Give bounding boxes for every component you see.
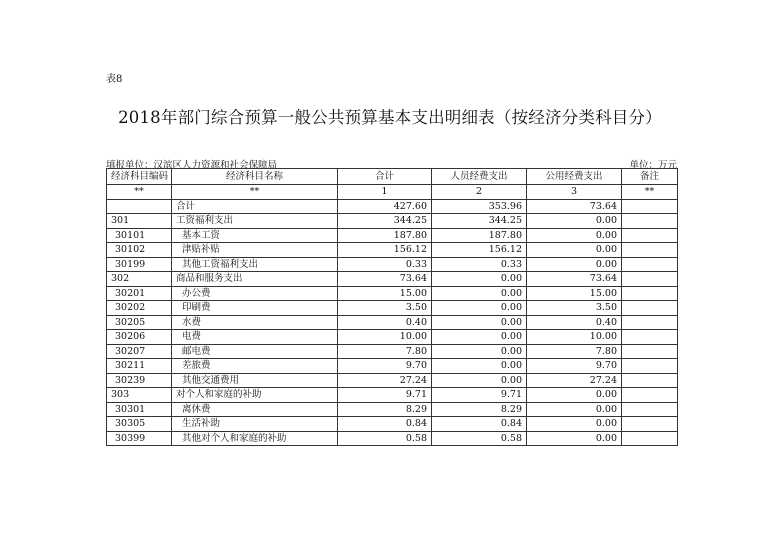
cell-code (107, 199, 172, 214)
cell-note (622, 388, 678, 403)
cell-personnel: 156.12 (432, 243, 527, 258)
cell-code: 30207 (107, 344, 172, 359)
cell-note (622, 402, 678, 417)
cell-note (622, 199, 678, 214)
table-row (107, 431, 678, 446)
cell-personnel: 353.96 (432, 199, 527, 214)
cell-note (622, 301, 678, 316)
cell-personnel: 0.84 (432, 417, 527, 432)
budget-table (106, 168, 678, 446)
cell-personnel: 0.00 (432, 359, 527, 374)
cell-note (622, 373, 678, 388)
cell-public: 10.00 (527, 330, 622, 345)
cell-total: 3.50 (338, 301, 432, 316)
cell-note (622, 359, 678, 374)
cell-name: 印刷费 (172, 301, 338, 316)
cell-public: 0.00 (527, 214, 622, 229)
index-cell: ** (107, 185, 172, 200)
cell-personnel: 0.58 (432, 431, 527, 446)
cell-total: 7.80 (338, 344, 432, 359)
cell-total: 9.71 (338, 388, 432, 403)
cell-total: 0.33 (338, 257, 432, 272)
cell-code: 30206 (107, 330, 172, 345)
cell-personnel: 344.25 (432, 214, 527, 229)
cell-public: 0.00 (527, 388, 622, 403)
table-row (107, 257, 678, 272)
cell-name: 生活补助 (172, 417, 338, 432)
cell-code: 30211 (107, 359, 172, 374)
reporting-unit: 填报单位：汉滨区人力资源和社会保障局 (106, 160, 278, 171)
cell-code: 30199 (107, 257, 172, 272)
index-row (107, 185, 678, 200)
cell-public: 15.00 (527, 286, 622, 301)
page-title: 2018年部门综合预算一般公共预算基本支出明细表（按经济分类科目分） (118, 108, 662, 127)
cell-name: 津贴补贴 (172, 243, 338, 258)
cell-public: 3.50 (527, 301, 622, 316)
cell-total: 427.60 (338, 199, 432, 214)
cell-code: 302 (107, 272, 172, 287)
cell-personnel: 0.00 (432, 373, 527, 388)
cell-public: 0.00 (527, 228, 622, 243)
cell-personnel: 0.00 (432, 315, 527, 330)
cell-total: 0.40 (338, 315, 432, 330)
table-row (107, 301, 678, 316)
cell-total: 0.84 (338, 417, 432, 432)
cell-name: 合计 (172, 199, 338, 214)
cell-total: 15.00 (338, 286, 432, 301)
cell-public: 7.80 (527, 344, 622, 359)
cell-code: 30239 (107, 373, 172, 388)
cell-public: 73.64 (527, 199, 622, 214)
table-row (107, 402, 678, 417)
cell-public: 73.64 (527, 272, 622, 287)
cell-note (622, 431, 678, 446)
cell-total: 27.24 (338, 373, 432, 388)
cell-name: 对个人和家庭的补助 (172, 388, 338, 403)
cell-note (622, 257, 678, 272)
cell-code: 30399 (107, 431, 172, 446)
cell-name: 差旅费 (172, 359, 338, 374)
table-row (107, 315, 678, 330)
cell-name: 其他交通费用 (172, 373, 338, 388)
cell-note (622, 344, 678, 359)
cell-personnel: 0.00 (432, 330, 527, 345)
cell-name: 商品和服务支出 (172, 272, 338, 287)
cell-public: 0.00 (527, 257, 622, 272)
index-cell: 1 (338, 185, 432, 200)
table-row (107, 373, 678, 388)
table-header-row (107, 169, 678, 185)
cell-name: 基本工资 (172, 228, 338, 243)
cell-note (622, 315, 678, 330)
cell-note (622, 417, 678, 432)
cell-public: 0.40 (527, 315, 622, 330)
header-name: 经济科目名称 (172, 169, 338, 185)
cell-personnel: 8.29 (432, 402, 527, 417)
cell-personnel: 0.00 (432, 301, 527, 316)
table-row (107, 359, 678, 374)
cell-name: 其他工资福利支出 (172, 257, 338, 272)
table-row (107, 214, 678, 229)
cell-code: 30305 (107, 417, 172, 432)
cell-code: 30205 (107, 315, 172, 330)
table-row (107, 272, 678, 287)
index-cell: ** (172, 185, 338, 200)
table-row (107, 243, 678, 258)
cell-total: 10.00 (338, 330, 432, 345)
cell-code: 30301 (107, 402, 172, 417)
cell-name: 离休费 (172, 402, 338, 417)
cell-public: 0.00 (527, 417, 622, 432)
cell-total: 344.25 (338, 214, 432, 229)
cell-personnel: 9.71 (432, 388, 527, 403)
cell-note (622, 272, 678, 287)
cell-code: 303 (107, 388, 172, 403)
cell-public: 0.00 (527, 402, 622, 417)
cell-total: 156.12 (338, 243, 432, 258)
cell-personnel: 0.00 (432, 272, 527, 287)
cell-note (622, 228, 678, 243)
index-cell: 3 (527, 185, 622, 200)
table-number-label: 表8 (106, 74, 123, 85)
cell-name: 邮电费 (172, 344, 338, 359)
table-row (107, 228, 678, 243)
cell-note (622, 286, 678, 301)
cell-personnel: 0.00 (432, 344, 527, 359)
cell-public: 9.70 (527, 359, 622, 374)
cell-name: 其他对个人和家庭的补助 (172, 431, 338, 446)
table-row (107, 388, 678, 403)
header-note: 备注 (622, 169, 678, 185)
cell-personnel: 187.80 (432, 228, 527, 243)
cell-name: 水费 (172, 315, 338, 330)
header-public: 公用经费支出 (527, 169, 622, 185)
header-code: 经济科目编码 (107, 169, 172, 185)
cell-code: 30202 (107, 301, 172, 316)
table-row (107, 199, 678, 214)
cell-total: 187.80 (338, 228, 432, 243)
cell-note (622, 214, 678, 229)
cell-total: 9.70 (338, 359, 432, 374)
cell-public: 0.00 (527, 431, 622, 446)
currency-unit: 单位：万元 (629, 160, 677, 171)
cell-personnel: 0.00 (432, 286, 527, 301)
header-total: 合计 (338, 169, 432, 185)
cell-code: 30102 (107, 243, 172, 258)
cell-total: 8.29 (338, 402, 432, 417)
table-row (107, 417, 678, 432)
header-personnel: 人员经费支出 (432, 169, 527, 185)
cell-total: 0.58 (338, 431, 432, 446)
cell-note (622, 243, 678, 258)
cell-code: 301 (107, 214, 172, 229)
cell-public: 0.00 (527, 243, 622, 258)
table-row (107, 330, 678, 345)
cell-name: 办公费 (172, 286, 338, 301)
cell-name: 工资福利支出 (172, 214, 338, 229)
table-row (107, 344, 678, 359)
cell-code: 30201 (107, 286, 172, 301)
cell-personnel: 0.33 (432, 257, 527, 272)
cell-public: 27.24 (527, 373, 622, 388)
cell-total: 73.64 (338, 272, 432, 287)
cell-note (622, 330, 678, 345)
cell-code: 30101 (107, 228, 172, 243)
table-row (107, 286, 678, 301)
index-cell: 2 (432, 185, 527, 200)
index-cell: ** (622, 185, 678, 200)
cell-name: 电费 (172, 330, 338, 345)
